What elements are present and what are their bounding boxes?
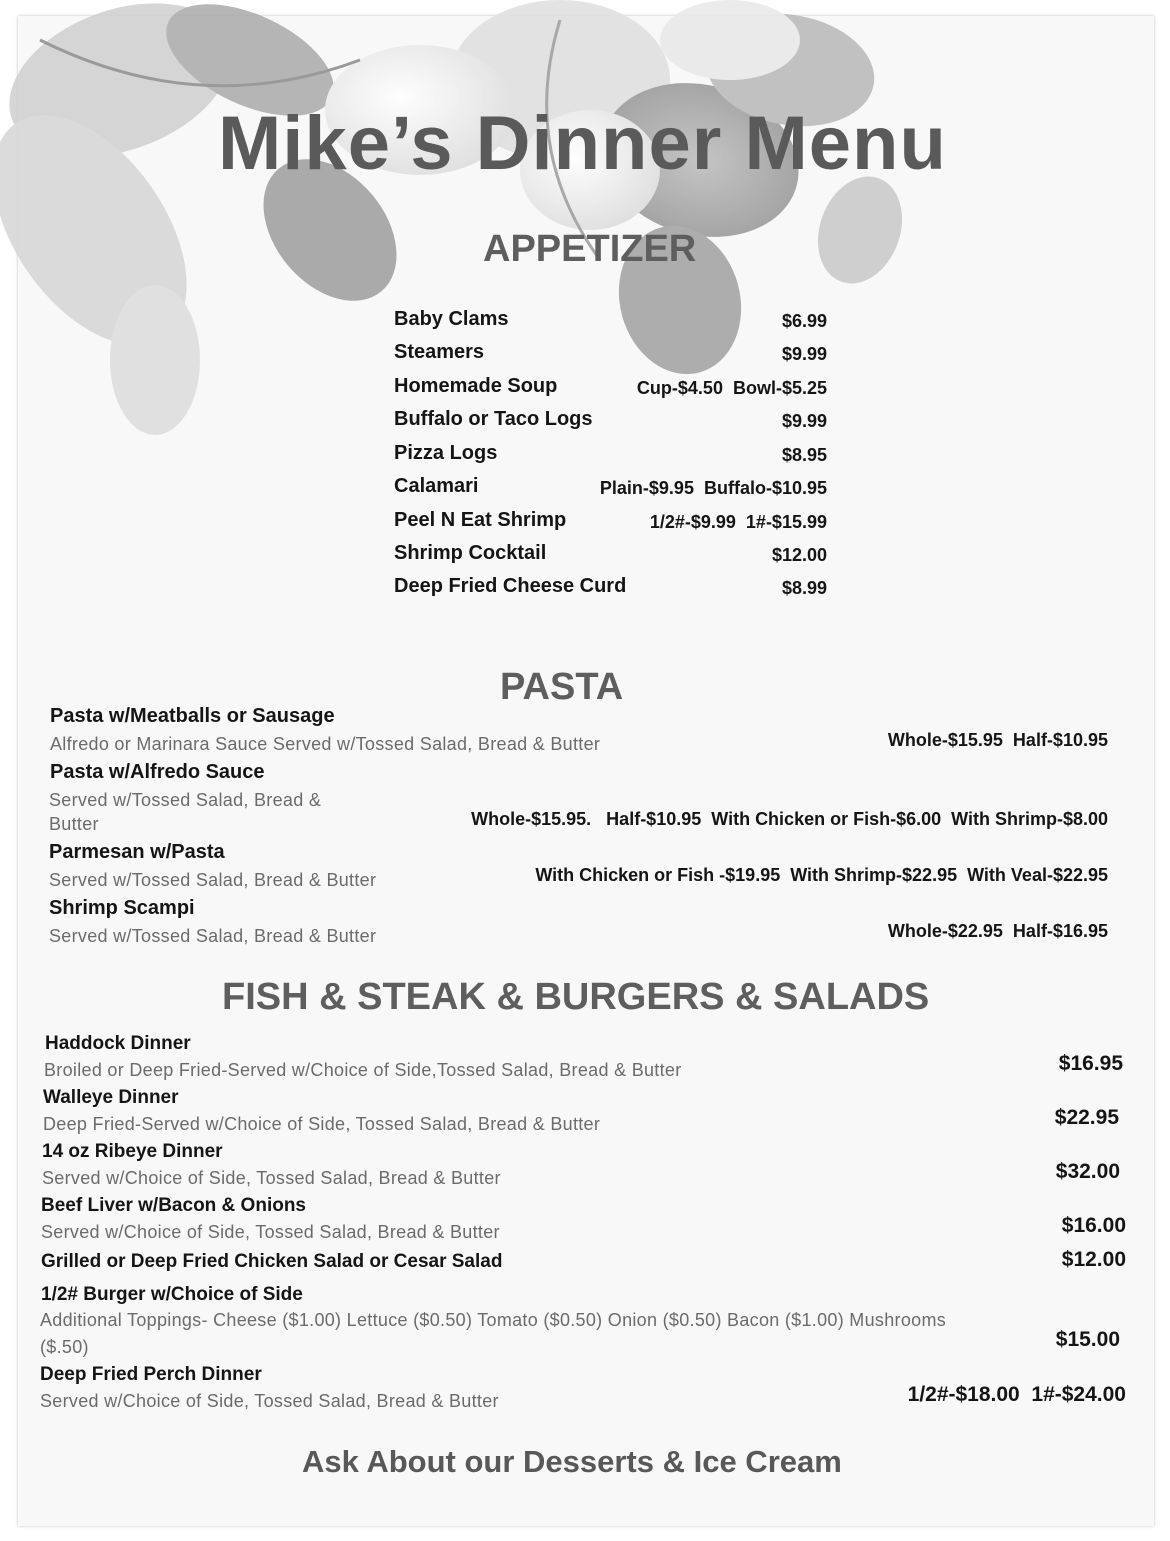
dessert-note: Ask About our Desserts & Ice Cream bbox=[302, 1444, 842, 1479]
appetizer-item-name: Shrimp Cocktail bbox=[394, 542, 547, 564]
appetizer-heading: APPETIZER bbox=[483, 228, 697, 270]
appetizer-item-name: Steamers bbox=[394, 341, 485, 363]
pasta-item-price: Whole-$15.95. Half-$10.95 With Chicken or Fish-$6.00 With Shrimp-$8.00 bbox=[471, 809, 1108, 829]
fish-item-name: Haddock Dinner bbox=[45, 1033, 191, 1054]
appetizer-item-price: $6.99 bbox=[781, 311, 827, 331]
appetizer-item-price: $8.99 bbox=[781, 578, 827, 598]
appetizer-item-price: Cup-$4.50 Bowl-$5.25 bbox=[636, 378, 827, 398]
pasta-item-name: Shrimp Scampi bbox=[49, 897, 195, 919]
pasta-heading: PASTA bbox=[500, 666, 624, 708]
fish-item-name: 1/2# Burger w/Choice of Side bbox=[41, 1284, 303, 1305]
pasta-item-name: Parmesan w/Pasta bbox=[49, 841, 225, 863]
appetizer-item-price: $9.99 bbox=[781, 411, 827, 431]
fish-item-name: Deep Fried Perch Dinner bbox=[40, 1364, 262, 1385]
appetizer-item-price: $12.00 bbox=[771, 545, 827, 565]
pasta-item-description: Served w/Tossed Salad, Bread & Butter bbox=[49, 870, 377, 890]
pasta-item-price: Whole-$22.95 Half-$16.95 bbox=[887, 921, 1108, 941]
fish-item-price: $16.00 bbox=[1061, 1214, 1126, 1237]
fish-item-price: $15.00 bbox=[1055, 1328, 1120, 1351]
pasta-item-name: Pasta w/Alfredo Sauce bbox=[50, 761, 265, 783]
appetizer-item-price: 1/2#-$9.99 1#-$15.99 bbox=[649, 512, 827, 532]
appetizer-item-price: $8.95 bbox=[781, 445, 827, 465]
fish-item-description: Additional Toppings- Cheese ($1.00) Lettuce ($0.50) Tomato ($0.50) Onion ($0.50) Bacon ($1.00) Mushrooms bbox=[40, 1310, 947, 1330]
fish-item-name: Beef Liver w/Bacon & Onions bbox=[41, 1195, 306, 1216]
pasta-item-price: With Chicken or Fish -$19.95 With Shrimp-$22.95 With Veal-$22.95 bbox=[535, 865, 1108, 885]
page-title: Mike’s Dinner Menu bbox=[218, 101, 947, 186]
pasta-item-description: Butter bbox=[49, 814, 99, 834]
appetizer-item-price: $9.99 bbox=[781, 344, 827, 364]
fish-item-price: 1/2#-$18.00 1#-$24.00 bbox=[907, 1383, 1126, 1406]
fish-item-description: Served w/Choice of Side, Tossed Salad, Bread & Butter bbox=[41, 1222, 500, 1242]
fish-item-description: Broiled or Deep Fried-Served w/Choice of Side,Tossed Salad, Bread & Butter bbox=[44, 1060, 682, 1080]
appetizer-item-name: Deep Fried Cheese Curd bbox=[394, 575, 627, 597]
appetizer-item-price: Plain-$9.95 Buffalo-$10.95 bbox=[599, 478, 827, 498]
fish-item-description: Deep Fried-Served w/Choice of Side, Tossed Salad, Bread & Butter bbox=[43, 1114, 601, 1134]
appetizer-item-name: Buffalo or Taco Logs bbox=[394, 408, 593, 430]
pasta-item-price: Whole-$15.95 Half-$10.95 bbox=[887, 730, 1108, 750]
fish-item-price: $16.95 bbox=[1058, 1052, 1123, 1075]
fish-item-description: Served w/Choice of Side, Tossed Salad, Bread & Butter bbox=[40, 1391, 499, 1411]
fish-item-name: Walleye Dinner bbox=[43, 1087, 179, 1108]
fish-item-price: $12.00 bbox=[1061, 1248, 1126, 1271]
fish-item-name: 14 oz Ribeye Dinner bbox=[42, 1141, 223, 1162]
fish-item-name: Grilled or Deep Fried Chicken Salad or Cesar Salad bbox=[41, 1251, 503, 1272]
appetizer-item-name: Pizza Logs bbox=[394, 442, 498, 464]
appetizer-item-name: Peel N Eat Shrimp bbox=[394, 509, 567, 531]
appetizer-item-name: Baby Clams bbox=[394, 308, 509, 330]
pasta-item-name: Pasta w/Meatballs or Sausage bbox=[50, 705, 335, 727]
fish-item-price: $22.95 bbox=[1054, 1106, 1119, 1129]
pasta-item-description: Served w/Tossed Salad, Bread & Butter bbox=[49, 926, 377, 946]
fish-steak-heading: FISH & STEAK & BURGERS & SALADS bbox=[222, 976, 930, 1018]
appetizer-item-name: Calamari bbox=[394, 475, 479, 497]
fish-item-description: Served w/Choice of Side, Tossed Salad, Bread & Butter bbox=[42, 1168, 501, 1188]
fish-item-description: ($.50) bbox=[40, 1337, 89, 1357]
appetizer-item-name: Homemade Soup bbox=[394, 375, 558, 397]
fish-item-price: $32.00 bbox=[1055, 1160, 1120, 1183]
pasta-item-description: Alfredo or Marinara Sauce Served w/Tossed Salad, Bread & Butter bbox=[50, 734, 601, 754]
pasta-item-description: Served w/Tossed Salad, Bread & bbox=[49, 790, 322, 810]
